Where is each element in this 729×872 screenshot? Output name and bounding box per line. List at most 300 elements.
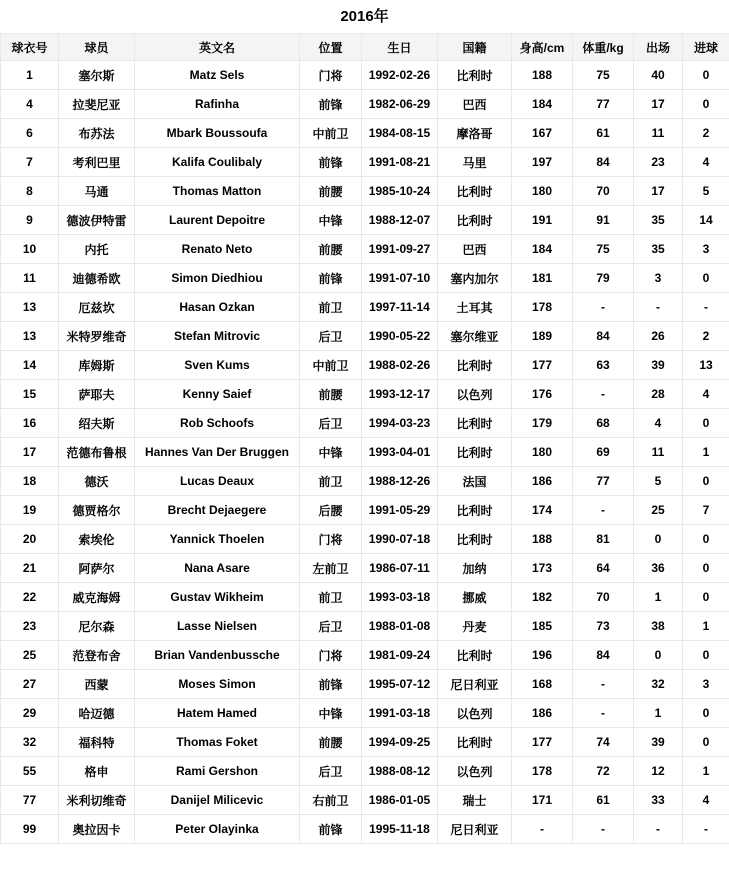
birthday-cell: 1992-02-26 <box>362 61 438 90</box>
height-cm-cell: 178 <box>512 293 573 322</box>
table-row <box>1 264 729 293</box>
player-name-cn-cell: 尼尔森 <box>59 612 135 641</box>
player-name-en-cell: Rami Gershon <box>135 757 300 786</box>
jersey-number-cell: 17 <box>1 438 59 467</box>
height-cm-cell: 186 <box>512 699 573 728</box>
player-name-cn-cell: 范登布舍 <box>59 641 135 670</box>
player-name-en-cell: Brecht Dejaegere <box>135 496 300 525</box>
goals-cell: 2 <box>683 119 729 148</box>
jersey-number-cell: 8 <box>1 177 59 206</box>
table-row <box>1 409 729 438</box>
table-row <box>1 554 729 583</box>
nationality-cell: 巴西 <box>438 90 512 119</box>
table-row <box>1 525 729 554</box>
player-name-cn-cell: 绍夫斯 <box>59 409 135 438</box>
nationality-cell: 比利时 <box>438 409 512 438</box>
player-name-cn-cell: 米特罗维奇 <box>59 322 135 351</box>
column-header-birthday: 生日 <box>362 34 438 61</box>
goals-cell: 4 <box>683 380 729 409</box>
goals-cell: 0 <box>683 467 729 496</box>
weight-kg-cell: 75 <box>573 61 634 90</box>
height-cm-cell: 174 <box>512 496 573 525</box>
appearances-cell: 39 <box>634 728 683 757</box>
player-name-en-cell: Lasse Nielsen <box>135 612 300 641</box>
height-cm-cell: 196 <box>512 641 573 670</box>
nationality-cell: 以色列 <box>438 380 512 409</box>
jersey-number-cell: 29 <box>1 699 59 728</box>
appearances-cell: 35 <box>634 235 683 264</box>
jersey-number-cell: 14 <box>1 351 59 380</box>
position-cell: 前锋 <box>300 90 362 119</box>
table-row <box>1 177 729 206</box>
nationality-cell: 土耳其 <box>438 293 512 322</box>
player-name-en-cell: Kenny Saief <box>135 380 300 409</box>
player-name-en-cell: Thomas Matton <box>135 177 300 206</box>
jersey-number-cell: 23 <box>1 612 59 641</box>
goals-cell: 7 <box>683 496 729 525</box>
nationality-cell: 马里 <box>438 148 512 177</box>
goals-cell: 13 <box>683 351 729 380</box>
table-row <box>1 90 729 119</box>
jersey-number-cell: 22 <box>1 583 59 612</box>
column-header-player-name-en: 英文名 <box>135 34 300 61</box>
player-name-en-cell: Matz Sels <box>135 61 300 90</box>
birthday-cell: 1990-05-22 <box>362 322 438 351</box>
position-cell: 中锋 <box>300 699 362 728</box>
player-name-cn-cell: 德波伊特雷 <box>59 206 135 235</box>
position-cell: 后卫 <box>300 612 362 641</box>
appearances-cell: 4 <box>634 409 683 438</box>
birthday-cell: 1993-12-17 <box>362 380 438 409</box>
birthday-cell: 1981-09-24 <box>362 641 438 670</box>
height-cm-cell: 177 <box>512 351 573 380</box>
position-cell: 门将 <box>300 525 362 554</box>
player-name-cn-cell: 德沃 <box>59 467 135 496</box>
appearances-cell: 0 <box>634 525 683 554</box>
player-name-en-cell: Hatem Hamed <box>135 699 300 728</box>
goals-cell: 0 <box>683 525 729 554</box>
height-cm-cell: 182 <box>512 583 573 612</box>
player-name-en-cell: Gustav Wikheim <box>135 583 300 612</box>
table-row <box>1 119 729 148</box>
player-name-en-cell: Thomas Foket <box>135 728 300 757</box>
table-body <box>1 61 729 844</box>
player-name-en-cell: Hannes Van Der Bruggen <box>135 438 300 467</box>
height-cm-cell: 181 <box>512 264 573 293</box>
weight-kg-cell: 70 <box>573 177 634 206</box>
weight-kg-cell: 73 <box>573 612 634 641</box>
weight-kg-cell: 74 <box>573 728 634 757</box>
player-name-cn-cell: 哈迈德 <box>59 699 135 728</box>
appearances-cell: 33 <box>634 786 683 815</box>
player-name-cn-cell: 格申 <box>59 757 135 786</box>
table-row <box>1 786 729 815</box>
position-cell: 前锋 <box>300 148 362 177</box>
jersey-number-cell: 11 <box>1 264 59 293</box>
goals-cell: 2 <box>683 322 729 351</box>
jersey-number-cell: 25 <box>1 641 59 670</box>
nationality-cell: 丹麦 <box>438 612 512 641</box>
header-row <box>1 34 729 61</box>
player-name-cn-cell: 塞尔斯 <box>59 61 135 90</box>
height-cm-cell: 188 <box>512 61 573 90</box>
birthday-cell: 1991-07-10 <box>362 264 438 293</box>
birthday-cell: 1984-08-15 <box>362 119 438 148</box>
position-cell: 前腰 <box>300 380 362 409</box>
table-row <box>1 757 729 786</box>
table-row <box>1 206 729 235</box>
column-header-height-cm: 身高/cm <box>512 34 573 61</box>
birthday-cell: 1993-04-01 <box>362 438 438 467</box>
weight-kg-cell: - <box>573 670 634 699</box>
table-row <box>1 293 729 322</box>
birthday-cell: 1982-06-29 <box>362 90 438 119</box>
nationality-cell: 以色列 <box>438 757 512 786</box>
height-cm-cell: 178 <box>512 757 573 786</box>
position-cell: 前锋 <box>300 815 362 844</box>
appearances-cell: 11 <box>634 119 683 148</box>
column-header-weight-kg: 体重/kg <box>573 34 634 61</box>
weight-kg-cell: 63 <box>573 351 634 380</box>
position-cell: 中锋 <box>300 206 362 235</box>
position-cell: 中前卫 <box>300 119 362 148</box>
weight-kg-cell: 77 <box>573 467 634 496</box>
squad-table <box>0 33 729 844</box>
table-row <box>1 61 729 90</box>
height-cm-cell: 188 <box>512 525 573 554</box>
player-name-en-cell: Yannick Thoelen <box>135 525 300 554</box>
birthday-cell: 1997-11-14 <box>362 293 438 322</box>
birthday-cell: 1986-07-11 <box>362 554 438 583</box>
goals-cell: 0 <box>683 264 729 293</box>
nationality-cell: 摩洛哥 <box>438 119 512 148</box>
birthday-cell: 1990-07-18 <box>362 525 438 554</box>
birthday-cell: 1991-03-18 <box>362 699 438 728</box>
position-cell: 后腰 <box>300 496 362 525</box>
player-name-en-cell: Lucas Deaux <box>135 467 300 496</box>
position-cell: 后卫 <box>300 757 362 786</box>
player-name-en-cell: Rafinha <box>135 90 300 119</box>
player-name-en-cell: Stefan Mitrovic <box>135 322 300 351</box>
player-name-cn-cell: 布苏法 <box>59 119 135 148</box>
weight-kg-cell: 70 <box>573 583 634 612</box>
appearances-cell: 1 <box>634 699 683 728</box>
weight-kg-cell: 91 <box>573 206 634 235</box>
position-cell: 前卫 <box>300 583 362 612</box>
position-cell: 左前卫 <box>300 554 362 583</box>
position-cell: 前锋 <box>300 670 362 699</box>
goals-cell: - <box>683 815 729 844</box>
appearances-cell: 3 <box>634 264 683 293</box>
appearances-cell: 17 <box>634 177 683 206</box>
position-cell: 前卫 <box>300 293 362 322</box>
birthday-cell: 1994-09-25 <box>362 728 438 757</box>
weight-kg-cell: 64 <box>573 554 634 583</box>
goals-cell: 4 <box>683 148 729 177</box>
weight-kg-cell: 84 <box>573 641 634 670</box>
appearances-cell: 25 <box>634 496 683 525</box>
jersey-number-cell: 15 <box>1 380 59 409</box>
appearances-cell: 36 <box>634 554 683 583</box>
appearances-cell: - <box>634 293 683 322</box>
birthday-cell: 1988-12-26 <box>362 467 438 496</box>
column-header-nationality: 国籍 <box>438 34 512 61</box>
player-name-cn-cell: 厄兹坎 <box>59 293 135 322</box>
goals-cell: 0 <box>683 728 729 757</box>
appearances-cell: 38 <box>634 612 683 641</box>
table-row <box>1 583 729 612</box>
weight-kg-cell: 84 <box>573 322 634 351</box>
jersey-number-cell: 21 <box>1 554 59 583</box>
goals-cell: 0 <box>683 699 729 728</box>
player-name-cn-cell: 考利巴里 <box>59 148 135 177</box>
nationality-cell: 比利时 <box>438 641 512 670</box>
appearances-cell: 0 <box>634 641 683 670</box>
height-cm-cell: 177 <box>512 728 573 757</box>
birthday-cell: 1988-12-07 <box>362 206 438 235</box>
nationality-cell: 巴西 <box>438 235 512 264</box>
nationality-cell: 法国 <box>438 467 512 496</box>
jersey-number-cell: 77 <box>1 786 59 815</box>
weight-kg-cell: - <box>573 380 634 409</box>
height-cm-cell: 197 <box>512 148 573 177</box>
birthday-cell: 1988-02-26 <box>362 351 438 380</box>
height-cm-cell: 184 <box>512 235 573 264</box>
goals-cell: 0 <box>683 641 729 670</box>
player-name-cn-cell: 范德布鲁根 <box>59 438 135 467</box>
jersey-number-cell: 13 <box>1 293 59 322</box>
nationality-cell: 比利时 <box>438 61 512 90</box>
nationality-cell: 比利时 <box>438 496 512 525</box>
jersey-number-cell: 6 <box>1 119 59 148</box>
height-cm-cell: 191 <box>512 206 573 235</box>
position-cell: 门将 <box>300 641 362 670</box>
jersey-number-cell: 10 <box>1 235 59 264</box>
goals-cell: 0 <box>683 409 729 438</box>
player-name-en-cell: Nana Asare <box>135 554 300 583</box>
jersey-number-cell: 20 <box>1 525 59 554</box>
weight-kg-cell: - <box>573 815 634 844</box>
goals-cell: 5 <box>683 177 729 206</box>
player-name-cn-cell: 福科特 <box>59 728 135 757</box>
weight-kg-cell: - <box>573 293 634 322</box>
player-name-en-cell: Rob Schoofs <box>135 409 300 438</box>
birthday-cell: 1991-08-21 <box>362 148 438 177</box>
nationality-cell: 加纳 <box>438 554 512 583</box>
weight-kg-cell: 61 <box>573 119 634 148</box>
goals-cell: 0 <box>683 554 729 583</box>
position-cell: 右前卫 <box>300 786 362 815</box>
table-row <box>1 496 729 525</box>
goals-cell: - <box>683 293 729 322</box>
column-header-jersey-number: 球衣号 <box>1 34 59 61</box>
table-row <box>1 815 729 844</box>
player-name-cn-cell: 德贾格尔 <box>59 496 135 525</box>
player-name-cn-cell: 索埃伦 <box>59 525 135 554</box>
weight-kg-cell: 77 <box>573 90 634 119</box>
table-row <box>1 670 729 699</box>
jersey-number-cell: 7 <box>1 148 59 177</box>
height-cm-cell: 185 <box>512 612 573 641</box>
position-cell: 前锋 <box>300 264 362 293</box>
goals-cell: 0 <box>683 583 729 612</box>
birthday-cell: 1991-05-29 <box>362 496 438 525</box>
nationality-cell: 比利时 <box>438 438 512 467</box>
appearances-cell: 1 <box>634 583 683 612</box>
position-cell: 前腰 <box>300 177 362 206</box>
height-cm-cell: 176 <box>512 380 573 409</box>
player-name-en-cell: Moses Simon <box>135 670 300 699</box>
height-cm-cell: 179 <box>512 409 573 438</box>
jersey-number-cell: 16 <box>1 409 59 438</box>
position-cell: 后卫 <box>300 409 362 438</box>
goals-cell: 4 <box>683 786 729 815</box>
player-name-cn-cell: 马通 <box>59 177 135 206</box>
bottom-whitespace <box>0 844 729 871</box>
position-cell: 中锋 <box>300 438 362 467</box>
player-name-cn-cell: 拉斐尼亚 <box>59 90 135 119</box>
table-row <box>1 467 729 496</box>
player-name-cn-cell: 米利切维奇 <box>59 786 135 815</box>
height-cm-cell: 184 <box>512 90 573 119</box>
player-name-cn-cell: 库姆斯 <box>59 351 135 380</box>
goals-cell: 1 <box>683 438 729 467</box>
birthday-cell: 1988-08-12 <box>362 757 438 786</box>
height-cm-cell: - <box>512 815 573 844</box>
player-name-en-cell: Hasan Ozkan <box>135 293 300 322</box>
position-cell: 前腰 <box>300 728 362 757</box>
appearances-cell: 35 <box>634 206 683 235</box>
player-name-en-cell: Kalifa Coulibaly <box>135 148 300 177</box>
height-cm-cell: 168 <box>512 670 573 699</box>
appearances-cell: 39 <box>634 351 683 380</box>
appearances-cell: 12 <box>634 757 683 786</box>
birthday-cell: 1993-03-18 <box>362 583 438 612</box>
height-cm-cell: 186 <box>512 467 573 496</box>
appearances-cell: 11 <box>634 438 683 467</box>
jersey-number-cell: 32 <box>1 728 59 757</box>
player-name-en-cell: Peter Olayinka <box>135 815 300 844</box>
nationality-cell: 塞内加尔 <box>438 264 512 293</box>
appearances-cell: - <box>634 815 683 844</box>
height-cm-cell: 167 <box>512 119 573 148</box>
weight-kg-cell: 84 <box>573 148 634 177</box>
birthday-cell: 1994-03-23 <box>362 409 438 438</box>
position-cell: 前腰 <box>300 235 362 264</box>
player-name-cn-cell: 奥拉因卡 <box>59 815 135 844</box>
jersey-number-cell: 9 <box>1 206 59 235</box>
weight-kg-cell: 61 <box>573 786 634 815</box>
jersey-number-cell: 19 <box>1 496 59 525</box>
height-cm-cell: 189 <box>512 322 573 351</box>
weight-kg-cell: - <box>573 699 634 728</box>
appearances-cell: 40 <box>634 61 683 90</box>
weight-kg-cell: 69 <box>573 438 634 467</box>
jersey-number-cell: 99 <box>1 815 59 844</box>
goals-cell: 1 <box>683 612 729 641</box>
player-name-en-cell: Danijel Milicevic <box>135 786 300 815</box>
player-name-cn-cell: 威克海姆 <box>59 583 135 612</box>
player-name-en-cell: Mbark Boussoufa <box>135 119 300 148</box>
table-row <box>1 235 729 264</box>
goals-cell: 0 <box>683 61 729 90</box>
nationality-cell: 尼日利亚 <box>438 815 512 844</box>
height-cm-cell: 180 <box>512 438 573 467</box>
appearances-cell: 23 <box>634 148 683 177</box>
birthday-cell: 1991-09-27 <box>362 235 438 264</box>
jersey-number-cell: 55 <box>1 757 59 786</box>
weight-kg-cell: 79 <box>573 264 634 293</box>
table-row <box>1 641 729 670</box>
goals-cell: 3 <box>683 235 729 264</box>
height-cm-cell: 171 <box>512 786 573 815</box>
appearances-cell: 32 <box>634 670 683 699</box>
table-row <box>1 322 729 351</box>
nationality-cell: 比利时 <box>438 206 512 235</box>
table-row <box>1 438 729 467</box>
column-header-position: 位置 <box>300 34 362 61</box>
goals-cell: 0 <box>683 90 729 119</box>
player-name-en-cell: Laurent Depoitre <box>135 206 300 235</box>
jersey-number-cell: 27 <box>1 670 59 699</box>
table-row <box>1 351 729 380</box>
position-cell: 后卫 <box>300 322 362 351</box>
position-cell: 前卫 <box>300 467 362 496</box>
column-header-goals: 进球 <box>683 34 729 61</box>
player-name-en-cell: Renato Neto <box>135 235 300 264</box>
appearances-cell: 17 <box>634 90 683 119</box>
position-cell: 门将 <box>300 61 362 90</box>
nationality-cell: 比利时 <box>438 177 512 206</box>
appearances-cell: 28 <box>634 380 683 409</box>
weight-kg-cell: - <box>573 496 634 525</box>
player-name-en-cell: Sven Kums <box>135 351 300 380</box>
birthday-cell: 1986-01-05 <box>362 786 438 815</box>
jersey-number-cell: 1 <box>1 61 59 90</box>
nationality-cell: 挪威 <box>438 583 512 612</box>
birthday-cell: 1995-07-12 <box>362 670 438 699</box>
nationality-cell: 尼日利亚 <box>438 670 512 699</box>
player-name-en-cell: Brian Vandenbussche <box>135 641 300 670</box>
birthday-cell: 1985-10-24 <box>362 177 438 206</box>
table-row <box>1 699 729 728</box>
table-row <box>1 728 729 757</box>
column-header-appearances: 出场 <box>634 34 683 61</box>
player-name-cn-cell: 阿萨尔 <box>59 554 135 583</box>
jersey-number-cell: 13 <box>1 322 59 351</box>
player-name-cn-cell: 萨耶夫 <box>59 380 135 409</box>
goals-cell: 1 <box>683 757 729 786</box>
weight-kg-cell: 68 <box>573 409 634 438</box>
table-row <box>1 148 729 177</box>
weight-kg-cell: 75 <box>573 235 634 264</box>
goals-cell: 3 <box>683 670 729 699</box>
player-name-cn-cell: 西蒙 <box>59 670 135 699</box>
table-row <box>1 612 729 641</box>
page-title: 2016年 <box>340 8 389 25</box>
player-name-cn-cell: 内托 <box>59 235 135 264</box>
player-name-cn-cell: 迪德希欧 <box>59 264 135 293</box>
position-cell: 中前卫 <box>300 351 362 380</box>
nationality-cell: 以色列 <box>438 699 512 728</box>
birthday-cell: 1995-11-18 <box>362 815 438 844</box>
jersey-number-cell: 4 <box>1 90 59 119</box>
height-cm-cell: 173 <box>512 554 573 583</box>
table-row <box>1 380 729 409</box>
weight-kg-cell: 81 <box>573 525 634 554</box>
nationality-cell: 瑞士 <box>438 786 512 815</box>
nationality-cell: 塞尔维亚 <box>438 322 512 351</box>
